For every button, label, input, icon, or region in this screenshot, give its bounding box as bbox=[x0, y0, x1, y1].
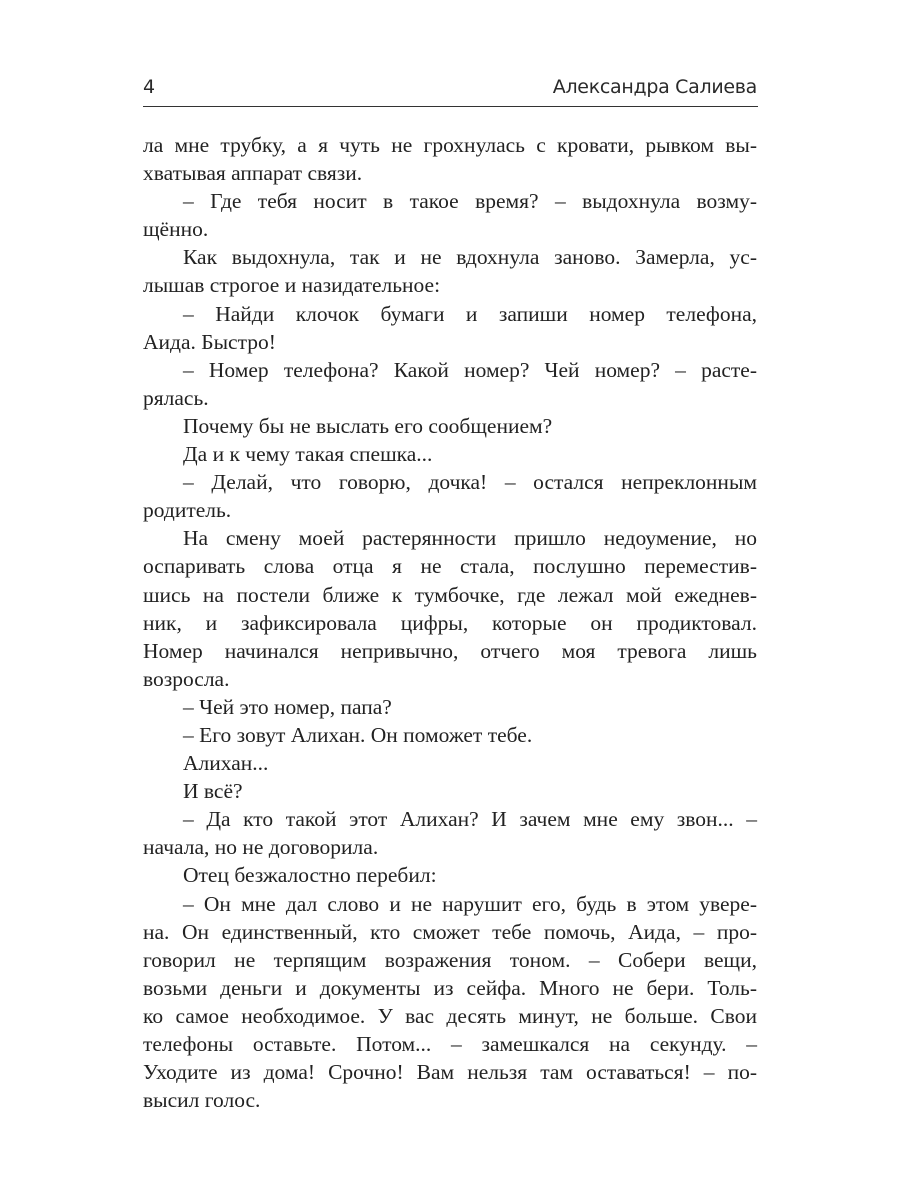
text-line: Отец безжалостно перебил: bbox=[183, 863, 437, 888]
text-line: ко самое необходимое. У вас десять минут, не больше. Свои bbox=[143, 1003, 757, 1028]
text-line: хватывая аппарат связи. bbox=[143, 161, 363, 186]
author-name: Александра Салиева bbox=[552, 76, 757, 98]
text-line: И всё? bbox=[183, 779, 243, 804]
text-line: возьми деньги и документы из сейфа. Много не бери. Толь- bbox=[143, 975, 757, 1000]
body-text bbox=[143, 131, 757, 1114]
text-line: Аида. Быстро! bbox=[143, 329, 276, 354]
text-line: на. Он единственный, кто сможет тебе помочь, Аида, – про- bbox=[143, 919, 757, 944]
text-line: Алихан... bbox=[183, 751, 269, 776]
text-line: – Найди клочок бумаги и запиши номер телефона, bbox=[183, 301, 757, 326]
text-line: родитель. bbox=[143, 498, 232, 523]
text-line: – Да кто такой этот Алихан? И зачем мне ему звон... – bbox=[183, 807, 757, 832]
text-line: Как выдохнула, так и не вдохнула заново. Замерла, ус- bbox=[183, 245, 757, 270]
page-number: 4 bbox=[143, 76, 156, 98]
text-line: – Он мне дал слово и не нарушит его, будь в этом увере- bbox=[183, 891, 757, 916]
text-line: Уходите из дома! Срочно! Вам нельзя там оставаться! – по- bbox=[143, 1060, 757, 1085]
text-line: – Чей это номер, папа? bbox=[183, 694, 392, 719]
text-line: говорил не терпящим возражения тоном. – Собери вещи, bbox=[143, 947, 757, 972]
text-line: На смену моей растерянности пришло недоумение, но bbox=[183, 526, 757, 551]
text-line: – Делай, что говорю, дочка! – остался непреклонным bbox=[183, 470, 757, 495]
text-line: возросла. bbox=[143, 666, 230, 691]
text-line: телефоны оставьте. Потом... – замешкался на секунду. – bbox=[143, 1032, 757, 1056]
text-line: – Его зовут Алихан. Он поможет тебе. bbox=[183, 722, 533, 747]
text-line: – Где тебя носит в такое время? – выдохнула возму- bbox=[183, 189, 757, 214]
text-line: оспаривать слова отца я не стала, послушно переместив- bbox=[143, 554, 757, 579]
text-line: щённо. bbox=[143, 217, 209, 242]
text-line: рялась. bbox=[143, 385, 209, 410]
text-line: – Номер телефона? Какой номер? Чей номер? – расте- bbox=[183, 357, 757, 382]
text-line: начала, но не договорила. bbox=[143, 835, 379, 860]
text-line: Номер начинался непривычно, отчего моя тревога лишь bbox=[143, 638, 757, 663]
text-line: Почему бы не выслать его сообщением? bbox=[183, 413, 553, 438]
text-line: Да и к чему такая спешка... bbox=[183, 442, 433, 467]
text-line: лышав строгое и назидательное: bbox=[143, 273, 441, 298]
text-line: ник, и зафиксировала цифры, которые он продиктовал. bbox=[143, 610, 757, 635]
text-line: шись на постели ближе к тумбочке, где лежал мой ежеднев- bbox=[143, 582, 757, 607]
running-header bbox=[143, 74, 757, 106]
header-rule bbox=[143, 106, 758, 107]
text-line: ла мне трубку, а я чуть не грохнулась с кровати, рывком вы- bbox=[143, 133, 757, 157]
text-line: высил голос. bbox=[143, 1088, 261, 1113]
